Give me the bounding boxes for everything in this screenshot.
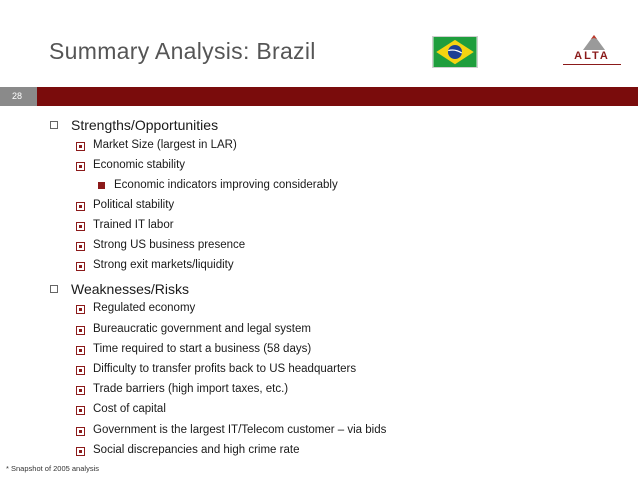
brazil-flag-icon bbox=[432, 36, 478, 68]
square-bullet-icon bbox=[76, 326, 85, 335]
square-bullet-icon bbox=[76, 447, 85, 456]
page-title: Summary Analysis: Brazil bbox=[49, 38, 316, 64]
list-item-label: Trade barriers (high import taxes, etc.) bbox=[93, 383, 289, 395]
list-item-label: Government is the largest IT/Telecom customer – via bids bbox=[93, 424, 387, 436]
list-item-label: Regulated economy bbox=[93, 302, 196, 314]
filled-square-bullet-icon bbox=[98, 182, 105, 189]
header-bar-right bbox=[37, 87, 638, 106]
square-bullet-icon bbox=[76, 386, 85, 395]
square-bullet-icon bbox=[76, 346, 85, 355]
strengths-heading: Strengths/Opportunities bbox=[71, 117, 219, 133]
list-item-label: Bureaucratic government and legal system bbox=[93, 323, 311, 335]
list-item-label: Economic stability bbox=[93, 159, 186, 171]
square-bullet-icon bbox=[76, 427, 85, 436]
list-item-label: Market Size (largest in LAR) bbox=[93, 139, 237, 151]
square-bullet-icon bbox=[76, 305, 85, 314]
square-bullet-icon bbox=[76, 366, 85, 375]
list-item-label: Economic indicators improving considerably bbox=[114, 179, 338, 191]
hollow-square-bullet-icon bbox=[50, 285, 58, 293]
page-number: 28 bbox=[11, 91, 22, 101]
square-bullet-icon bbox=[76, 202, 85, 211]
list-item-label: Cost of capital bbox=[93, 403, 166, 415]
square-bullet-icon bbox=[76, 262, 85, 271]
weaknesses-heading: Weaknesses/Risks bbox=[71, 281, 190, 297]
square-bullet-icon bbox=[76, 162, 85, 171]
logo-text: ALTA bbox=[574, 50, 610, 62]
alta-logo bbox=[563, 30, 621, 72]
footnote: * Snapshot of 2005 analysis bbox=[6, 464, 99, 473]
alta-logo-icon bbox=[563, 30, 621, 52]
square-bullet-icon bbox=[76, 406, 85, 415]
list-item-label: Trained IT labor bbox=[93, 219, 174, 231]
header-bar-left bbox=[0, 87, 37, 106]
list-item-label: Social discrepancies and high crime rate bbox=[93, 444, 300, 456]
list-item-label: Difficulty to transfer profits back to US headquarters bbox=[93, 363, 357, 375]
header-bar bbox=[0, 87, 638, 106]
hollow-square-bullet-icon bbox=[50, 121, 58, 129]
list-item-label: Strong US business presence bbox=[93, 239, 246, 251]
list-item-label: Time required to start a business (58 days) bbox=[93, 343, 312, 355]
square-bullet-icon bbox=[76, 142, 85, 151]
square-bullet-icon bbox=[76, 242, 85, 251]
square-bullet-icon bbox=[76, 222, 85, 231]
list-item-label: Political stability bbox=[93, 199, 175, 211]
logo-underline bbox=[563, 64, 621, 68]
list-item-label: Strong exit markets/liquidity bbox=[93, 259, 234, 271]
